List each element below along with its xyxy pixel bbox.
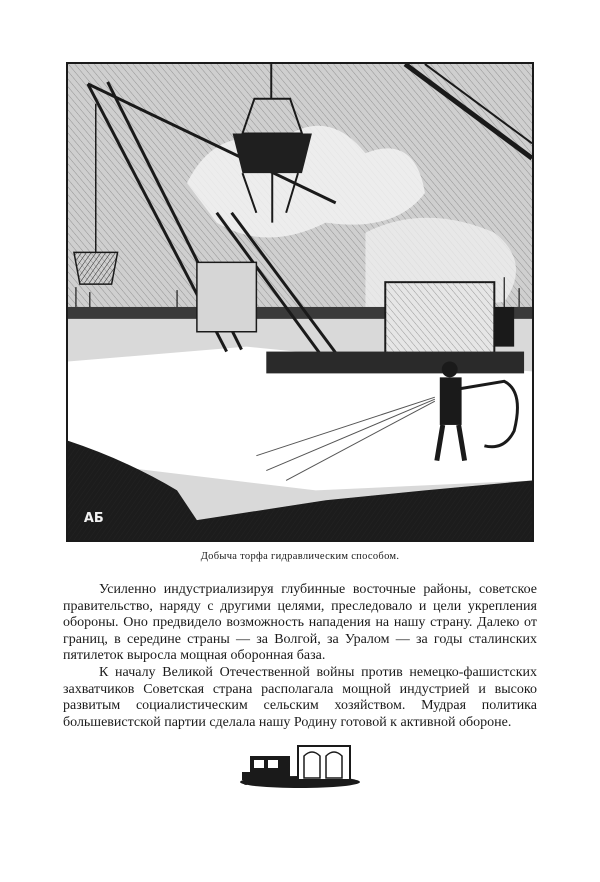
dredge-platform	[266, 352, 524, 374]
vignette-drawing	[238, 742, 362, 790]
central-grab-bucket	[233, 133, 312, 173]
figure-caption: Добыча торфа гидравлическим способом.	[200, 551, 400, 562]
end-vignette	[238, 742, 362, 790]
peat-extraction-illustration	[66, 62, 534, 542]
left-grab-bucket	[74, 252, 118, 284]
paragraph-1: Усиленно индустриализируя глубинные восточные районы, советское правительство, наряду с другими целями, преследовало и цели укрепления обороны. Оно предвидело возможность нападения на нашу страну. Далеко от границ, в середине страны — за Волгой, за Уралом — за годы сталинских пятилеток выросла мощная оборонная база.	[63, 582, 537, 664]
paragraph-2: К началу Великой Отечественной войны против немецко-фашистских захватчиков Советская страна располагала мощной индустрией и высоко развитым социалистическим сельским хозяйством. Мудрая политика большевистской партии сделала нашу Родину готовой к активной обороне.	[63, 664, 537, 730]
body-text	[63, 582, 537, 731]
artist-monogram: АБ	[83, 511, 104, 527]
illustration-drawing	[68, 64, 532, 540]
